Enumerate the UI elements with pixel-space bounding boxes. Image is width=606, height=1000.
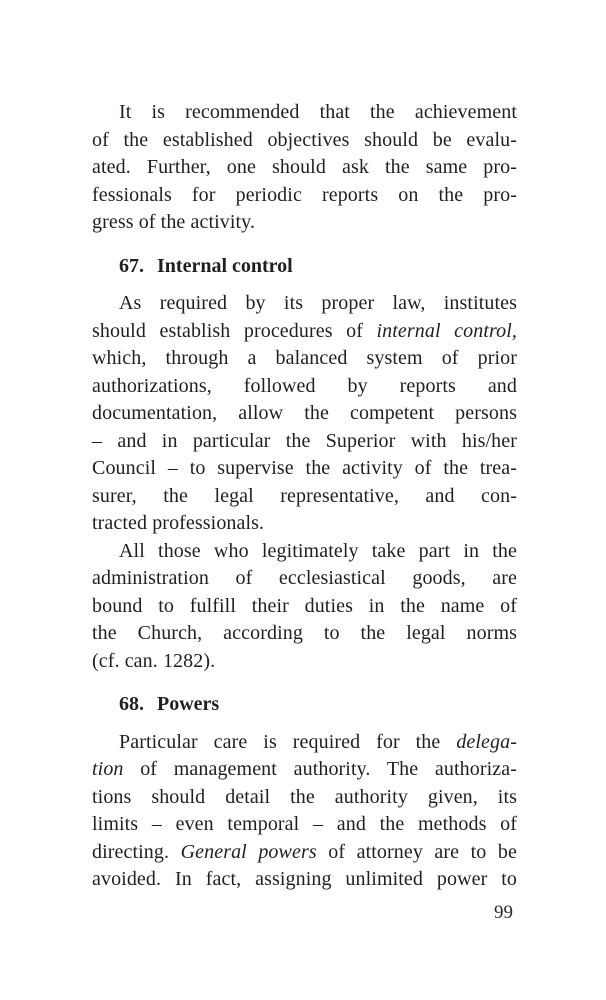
body-text: It is recommended that the achievement bbox=[119, 101, 517, 123]
text-line bbox=[92, 538, 517, 566]
text-block bbox=[92, 99, 517, 894]
body-text: limits – even temporal – and the methods of bbox=[92, 813, 517, 835]
body-text: directing. bbox=[92, 840, 181, 863]
text-line bbox=[92, 811, 517, 839]
text-line bbox=[92, 756, 517, 784]
body-text: gress of the activity. bbox=[92, 211, 256, 233]
paragraph bbox=[92, 99, 517, 237]
body-text: As required by its proper law, institutes bbox=[119, 292, 517, 314]
text-line bbox=[92, 428, 517, 456]
page-number: 99 bbox=[494, 902, 513, 923]
body-text: (cf. can. 1282). bbox=[92, 649, 216, 672]
section-number: 68. bbox=[119, 693, 144, 715]
body-text: ated. Further, one should ask the same pro- bbox=[92, 156, 517, 178]
body-text: avoided. In fact, assigning unlimited power to bbox=[92, 868, 517, 890]
section-heading bbox=[92, 691, 517, 719]
section-title: Internal control bbox=[157, 254, 293, 277]
text-line bbox=[92, 648, 517, 676]
text-line bbox=[92, 455, 517, 483]
body-text: All those who legitimately take part in the bbox=[119, 539, 517, 562]
body-text: Council – to supervise the activity of the trea- bbox=[92, 457, 517, 479]
body-text: surer, the legal representative, and con- bbox=[92, 484, 517, 507]
body-text: fessionals for periodic reports on the pro- bbox=[92, 183, 517, 206]
text-line bbox=[92, 290, 517, 318]
text-line bbox=[92, 400, 517, 428]
italic-text: General powers bbox=[180, 840, 317, 863]
body-text: tions should detail the authority given, its bbox=[92, 785, 517, 808]
text-line bbox=[92, 127, 517, 155]
text-line bbox=[92, 182, 517, 210]
body-text: which, through a balanced system of prior bbox=[92, 347, 517, 369]
body-text: documentation, allow the competent persons bbox=[92, 402, 517, 424]
text-line bbox=[92, 839, 517, 867]
body-text: of attorney are to be bbox=[316, 840, 517, 863]
body-text: the Church, according to the legal norms bbox=[92, 622, 517, 644]
paragraph bbox=[92, 538, 517, 676]
text-line bbox=[92, 565, 517, 593]
text-line bbox=[92, 209, 517, 237]
section-heading bbox=[92, 253, 517, 281]
text-line bbox=[92, 510, 517, 538]
text-line bbox=[92, 784, 517, 812]
text-line bbox=[92, 318, 517, 346]
text-line bbox=[92, 620, 517, 648]
paragraph bbox=[92, 729, 517, 894]
italic-text: tion bbox=[92, 758, 124, 780]
body-text: authorizations, followed by reports and bbox=[92, 374, 517, 397]
italic-text: internal control, bbox=[376, 319, 517, 342]
body-text: of the established objectives should be evalu- bbox=[92, 128, 517, 151]
text-line bbox=[92, 154, 517, 182]
text-line bbox=[92, 593, 517, 621]
text-line bbox=[92, 345, 517, 373]
body-text: bound to fulfill their duties in the name of bbox=[92, 594, 517, 617]
body-text: – and in particular the Superior with his/her bbox=[92, 429, 517, 452]
body-text: administration of ecclesiastical goods, are bbox=[92, 567, 517, 589]
body-text: should establish procedures of bbox=[92, 319, 377, 342]
text-line bbox=[92, 483, 517, 511]
text-line bbox=[92, 729, 517, 757]
text-line bbox=[92, 99, 517, 127]
section-number: 67. bbox=[119, 254, 144, 277]
italic-text: delega- bbox=[456, 730, 517, 753]
paragraph bbox=[92, 290, 517, 538]
body-text: of management authority. The authoriza- bbox=[123, 758, 517, 780]
section-title: Powers bbox=[157, 693, 220, 715]
body-text: Particular care is required for the bbox=[119, 730, 457, 753]
text-line bbox=[92, 373, 517, 401]
body-text: tracted professionals. bbox=[92, 512, 265, 534]
text-line bbox=[92, 866, 517, 894]
